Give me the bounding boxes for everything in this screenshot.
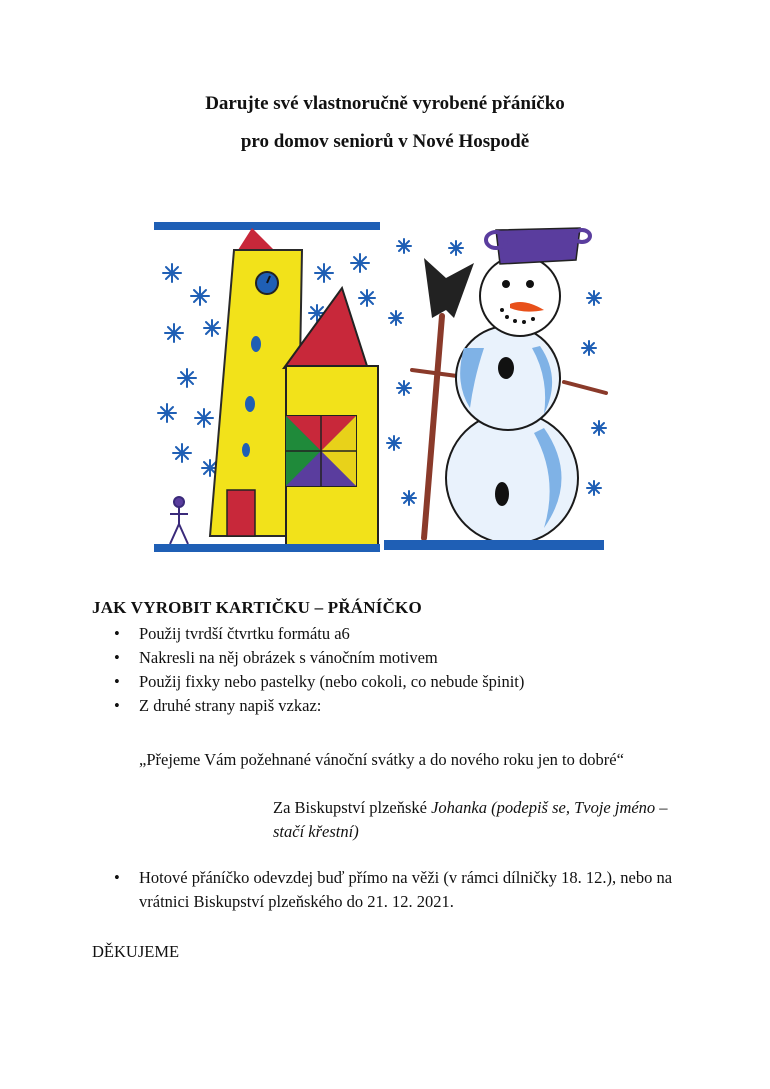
final-step-text: • Hotové přáníčko odevzdej buď přímo na věži (v rámci dílničky 18. 12.), nebo na vrátnici Biskupství plzeňského do 21. 12. 2021. [92, 866, 692, 914]
final-step [92, 866, 692, 914]
list-item: • Nakresli na něj obrázek s vánočním motivem [92, 646, 524, 670]
pot-hat [496, 228, 580, 264]
stained-glass-window [286, 416, 356, 486]
snowman-eye [502, 280, 510, 288]
list-item: • Použij tvrdší čtvrtku formátu a6 [92, 622, 524, 646]
ground-stripe [154, 544, 380, 552]
tower-window [242, 443, 250, 457]
child-drawing-snowman-icon [384, 218, 616, 554]
sky-stripe [154, 222, 380, 230]
list-item: • Použij fixky nebo pastelky (nebo cokoli, co nebude špinit) [92, 670, 524, 694]
snowman-head [480, 256, 560, 336]
tower-window [245, 396, 255, 412]
tower-door [227, 490, 255, 536]
signature-prefix: Za Biskupství plzeňské [273, 798, 432, 817]
message-quote: „Přejeme Vám požehnané vánoční svátky a do nového roku jen to dobré“ [139, 750, 624, 769]
tower-window [251, 336, 261, 352]
snowman-button [498, 357, 514, 379]
snowman-button [495, 482, 509, 506]
ground-stripe [384, 540, 604, 550]
thanks-text: DĚKUJEME [92, 942, 180, 961]
page-title-line-2: pro domov seniorů v Nové Hospodě [240, 131, 530, 152]
page-title-line-1: Darujte své vlastnoručně vyrobené přáníčko [205, 93, 565, 114]
signature-block [273, 796, 693, 844]
signature-italic: Johanka (podepiš se, Tvoje jméno – stačí křestní) [273, 798, 668, 841]
instructions-heading: JAK VYROBIT KARTIČKU – PŘÁNÍČKO [92, 598, 422, 617]
instructions-list [92, 622, 524, 718]
snowman-eye [526, 280, 534, 288]
list-item: • Z druhé strany napiš vzkaz: [92, 694, 524, 718]
child-drawing-church-icon [152, 218, 384, 554]
